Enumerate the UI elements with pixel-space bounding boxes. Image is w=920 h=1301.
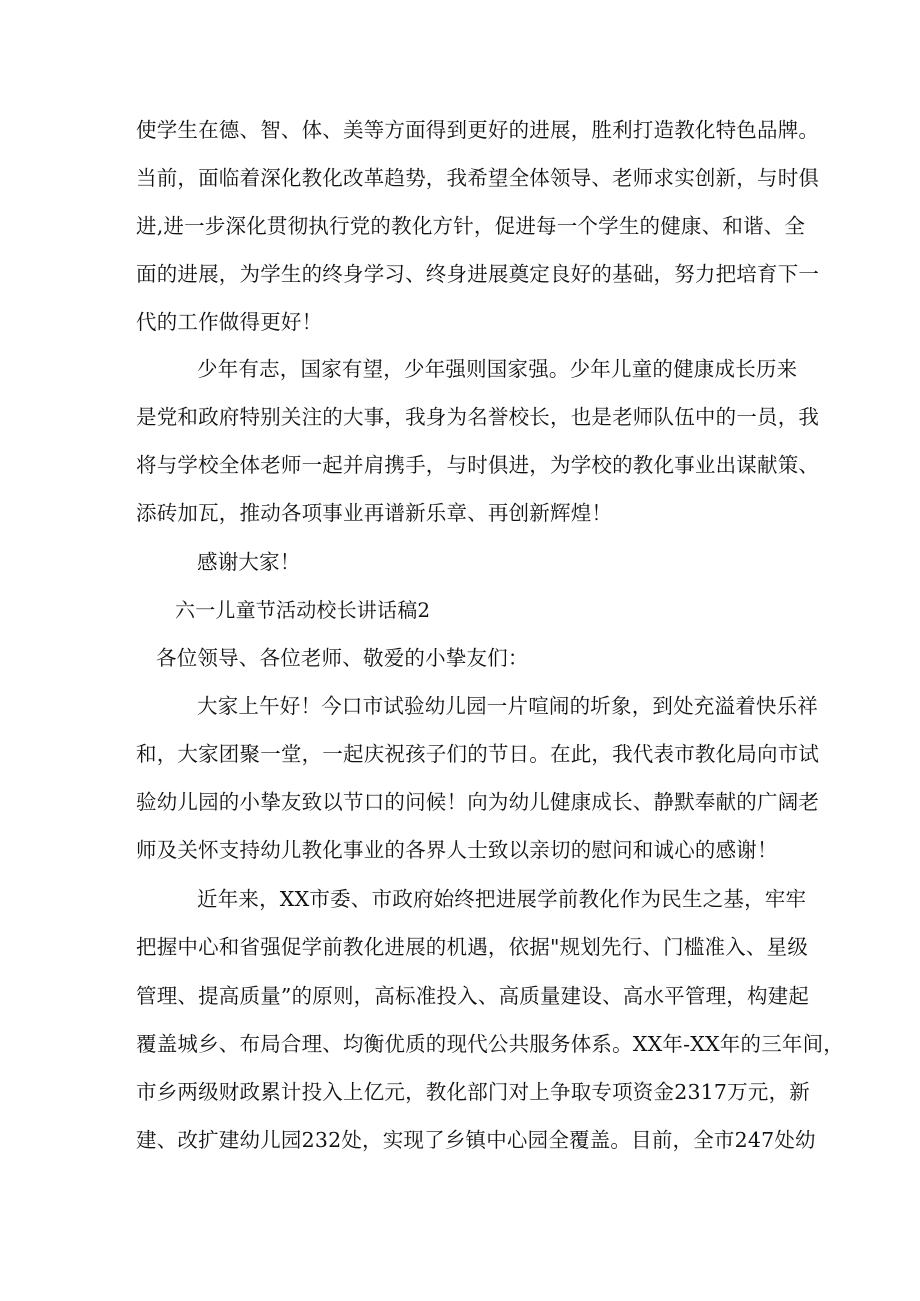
- paragraph-line: 添砖加瓦，推动各项事业再谱新乐章、再创新辉煌！: [136, 501, 613, 525]
- paragraph-line: 当前，面临着深化教化改革趋势，我希望全体领导、老师求实创新，与时俱: [136, 166, 820, 190]
- paragraph-line: 代的工作做得更好！: [136, 310, 323, 334]
- paragraph-line: 大家上午好！今口市试验幼儿园一片喧闹的圻象，到处充溢着快乐祥: [197, 694, 818, 718]
- paragraph-line: 建、改扩建幼儿园232处，实现了乡镇中心园全覆盖。目前，全市247处幼: [136, 1128, 816, 1152]
- paragraph-line: 师及关怀支持幼儿教化事业的各界人士致以亲切的慰问和诚心的感谢！: [136, 838, 778, 862]
- closing-line: 感谢大家！: [197, 550, 301, 574]
- paragraph-line: 覆盖城乡、布局合理、均衡优质的现代公共服务体系。XX年-XX年的三年间，: [136, 1032, 845, 1056]
- paragraph-line: 近年来，XX市委、市政府始终把进展学前教化作为民生之基，牢牢: [197, 887, 807, 911]
- paragraph-line: 进,进一步深化贯彻执行党的教化方针，促进每一个学生的健康、和谐、全: [136, 214, 806, 238]
- paragraph-line: 面的进展，为学生的终身学习、终身进展奠定良好的基础，努力把培育下一: [136, 262, 820, 286]
- paragraph-line: 验幼儿园的小挚友致以节口的问候！向为幼儿健康成长、静默奉献的广阔老: [136, 790, 820, 814]
- paragraph-line: 把握中心和省强促学前教化进展的机遇，依据"规划先行、门槛准入、星级: [136, 935, 809, 959]
- paragraph-line: 管理、提高质量”的原则，高标准投入、高质量建设、高水平管理，构建起: [136, 984, 810, 1008]
- paragraph-line: 和，大家团聚一堂，一起庆祝孩子们的节日。在此，我代表市教化局向市试: [136, 742, 820, 766]
- paragraph-line: 市乡两级财政累计投入上亿元，教化部门对上争取专项资金2317万元，新: [136, 1080, 810, 1104]
- speech-title: 六一儿童节活动校长讲话稿2: [175, 598, 431, 622]
- paragraph-line: 使学生在德、智、体、美等方面得到更好的进展，胜利打造教化特色品牌。: [136, 118, 820, 142]
- paragraph-line: 少年有志，国家有望，少年强则国家强。少年儿童的健康成长历来: [197, 357, 798, 381]
- paragraph-line: 将与学校全体老师一起并肩携手，与时俱进，为学校的教化事业出谋献策、: [136, 453, 820, 477]
- salutation: 各位领导、各位老师、敬爱的小挚友们：: [156, 646, 529, 670]
- paragraph-line: 是党和政府特别关注的大事，我身为名誉校长，也是老师队伍中的一员，我: [136, 405, 820, 429]
